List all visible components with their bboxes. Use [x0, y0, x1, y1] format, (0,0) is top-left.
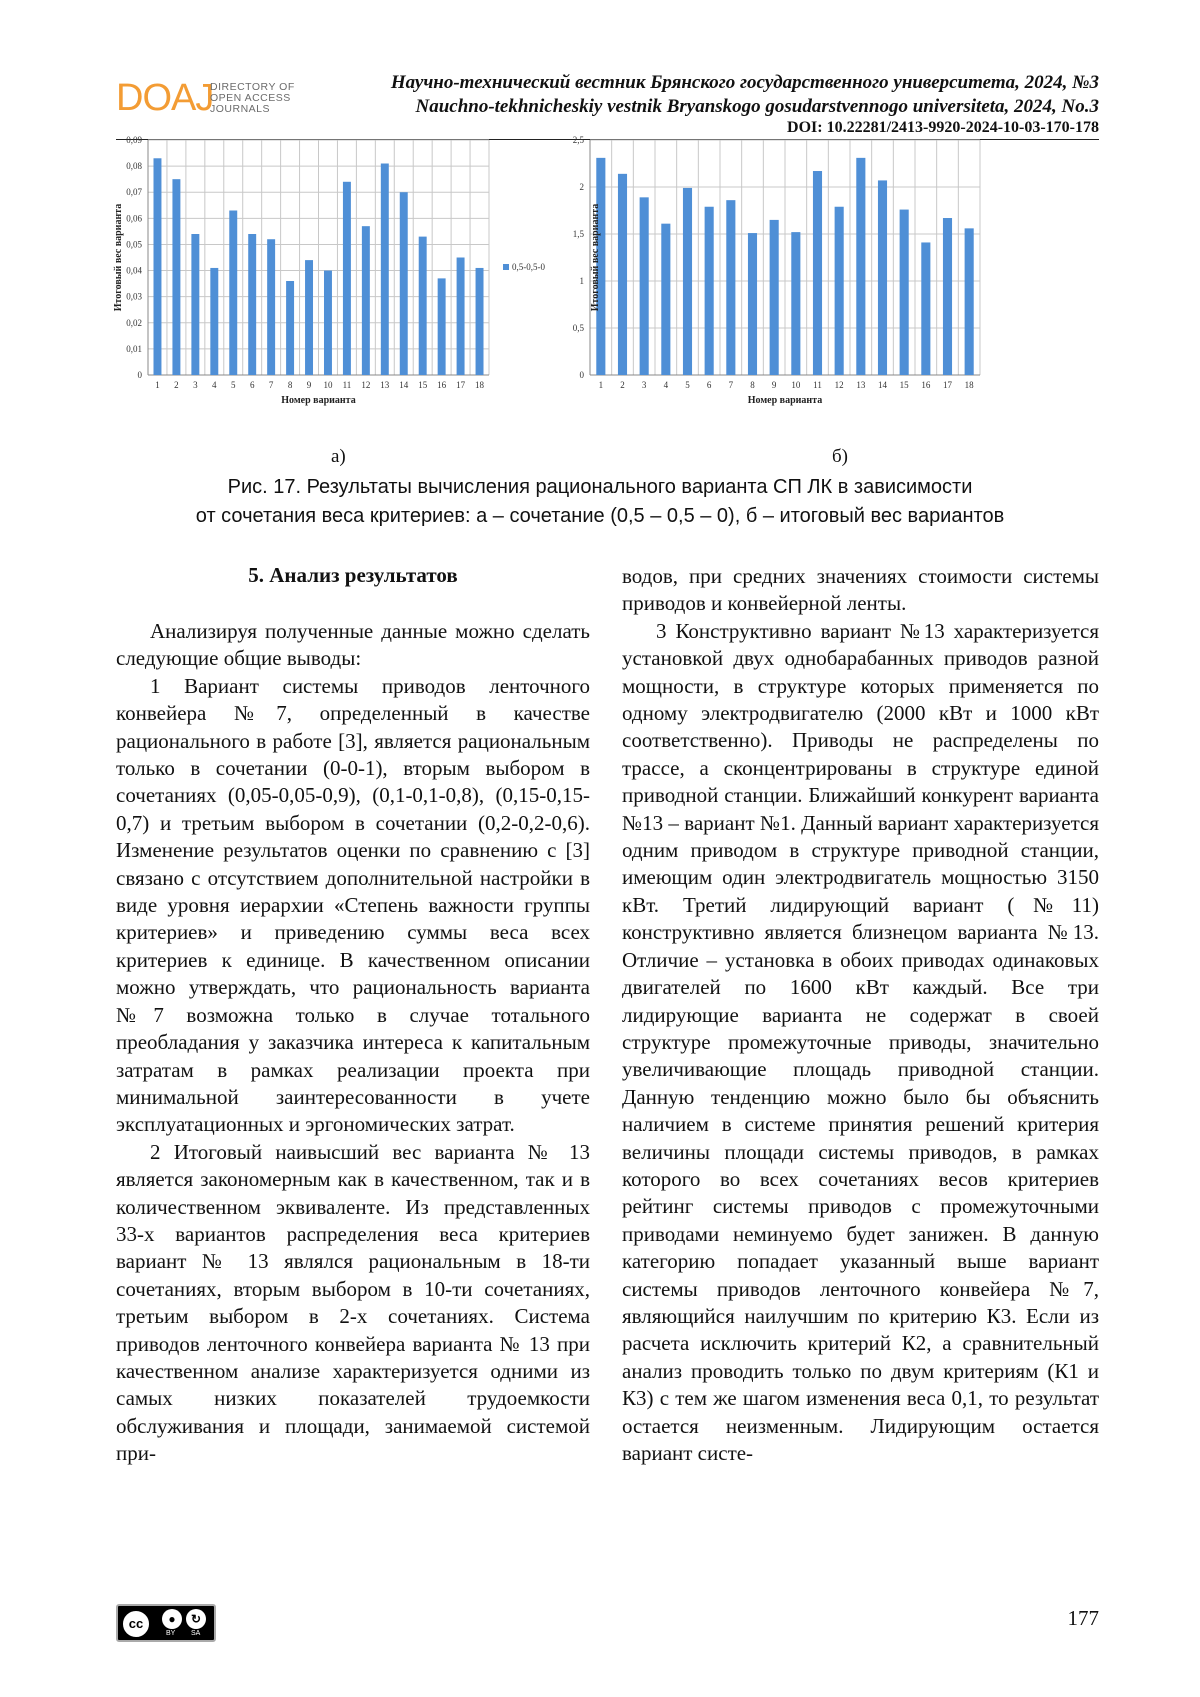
x-tick-label: 4: [663, 380, 669, 390]
bar: [210, 268, 218, 375]
x-tick-label: 1: [598, 380, 604, 390]
caption-line: Рис. 17. Результаты вычисления рационального варианта СП ЛК в зависимости: [227, 476, 973, 498]
sa-label: SA: [191, 1630, 201, 1637]
bar: [286, 281, 294, 375]
y-tick-label: 0,01: [126, 343, 142, 354]
bar: [965, 228, 974, 375]
right-column: [622, 563, 1099, 1467]
y-tick-label: 2: [579, 182, 584, 192]
paragraph: 3 Конструктивно вариант №13 характеризуется установкой двух однобарабанных приводов разной мощности, в структуре которых применяется по одному электродвигателю (2000 кВт и 1000 кВт соответственно). Приводы не распределены по трассе, а сконцентрированы в структуре единой приводной станции. Ближайший конкурент варианта №13 – вариант №1. Данный вариант характеризуется одним приводом в структуре приводной станции, имеющим один электродвигатель мощностью 3150 кВт. Третий лидирующий вариант (№11) конструктивно является близнецом варианта №13. Отличие – установка в обоих приводах одинаковых двигателей по 1600 кВт каждый. Все три лидирующие варианта не содержат в своей структуре промежуточные приводы, значительно увеличивающие площадь приводной станции. Данную тенденцию можно было бы объяснить наличием в системе принятия решений критерия величины площади системы приводов, в рамках которого во всех сочетаниях весов критериев рейтинг системы приводов с промежуточными приводами неминуемо будет занижен. В данную категорию попадает указанный выше вариант системы приводов ленточного конвейера №7, являющийся наилучшим по критерию К3. Если из расчета исключить критерий К2, а сравнительный анализ проводить только по двум критериям (К1 и К3) с тем же шагом изменения веса 0,1, то результат остается неизменным. Лидирующим остается вариант систе-: [622, 618, 1099, 1465]
legend-swatch: [503, 264, 509, 270]
bar: [324, 271, 332, 375]
bar: [640, 197, 649, 375]
by-person-icon: ●: [162, 1609, 182, 1629]
bar: [683, 188, 692, 375]
y-tick-label: 1: [579, 276, 584, 286]
x-tick-label: 10: [791, 380, 801, 390]
x-tick-label: 3: [641, 380, 647, 390]
x-tick-label: 18: [475, 380, 485, 390]
bar: [248, 234, 256, 375]
doaj-sub-line: DIRECTORY OF: [210, 81, 295, 93]
doaj-sub-line: OPEN ACCESS: [210, 92, 291, 104]
x-axis-label: Номер варианта: [281, 395, 356, 406]
x-tick-label: 14: [399, 380, 409, 390]
bar: [726, 200, 735, 375]
cc-icon: cc: [121, 1609, 151, 1639]
bar: [476, 268, 484, 375]
chart-a: [113, 135, 603, 450]
legend-label: 0,5-0,5-0: [512, 262, 545, 272]
x-tick-label: 2: [620, 380, 625, 390]
bar: [791, 232, 800, 375]
y-tick-label: 0,05: [126, 239, 142, 250]
sa-share-icon: ↻: [186, 1609, 206, 1629]
x-tick-label: 2: [174, 380, 179, 390]
x-tick-label: 9: [771, 380, 777, 390]
bar: [305, 260, 313, 375]
caption-line: от сочетания веса критериев: а – сочетание (0,5 – 0,5 – 0), б – итоговый вес вариантов: [195, 505, 1005, 527]
y-tick-label: 0,5: [572, 323, 584, 333]
bar: [943, 218, 952, 375]
y-axis-label: Итоговый вес варианта: [113, 203, 124, 312]
bar: [748, 233, 757, 375]
x-tick-label: 18: [964, 380, 974, 390]
bar: [438, 278, 446, 375]
x-tick-label: 16: [921, 380, 931, 390]
bar: [419, 237, 427, 375]
x-tick-label: 17: [943, 380, 952, 390]
bar: [267, 239, 275, 375]
left-column: [116, 618, 590, 1468]
x-tick-label: 5: [685, 380, 690, 390]
bar: [856, 158, 865, 375]
x-tick-label: 14: [878, 380, 887, 390]
bar: [900, 210, 909, 375]
y-tick-label: 0,06: [126, 213, 142, 224]
x-axis-label: Номер варианта: [747, 395, 823, 406]
y-axis-label: Итоговый вес варианта: [590, 203, 601, 312]
x-tick-label: 4: [212, 380, 217, 390]
x-tick-label: 15: [418, 380, 428, 390]
paragraph: 1 Вариант системы приводов ленточного конвейера №7, определенный в качестве рационального в работе [3], является рациональным только в сочетании (0-0-1), вторым выбором в сочетаниях (0,05-0,05-0,9), (0,1-0,1-0,8), (0,15-0,15-0,7) и третьим выбором в сочетании (0,2-0,2-0,6). Изменение результатов оценки по сравнению с [3] связано с отсутствием дополнительной настройки в виде уровня иерархии «Степень важности группы критериев» и приведению суммы веса всех критериев к единице. В качественном описании можно утверждать, что рациональность варианта №7 возможна только в случае тотального преобладания у заказчика интереса к капитальным затратам в рамках реализации проекта при минимальной заинтересованности в учете эксплуатационных и эргономических затрат.: [116, 673, 590, 1137]
y-tick-label: 0,03: [126, 291, 142, 302]
bar: [153, 158, 161, 375]
journal-title: [391, 71, 1099, 119]
x-tick-label: 13: [856, 380, 866, 390]
x-tick-label: 12: [834, 380, 844, 390]
y-tick-label: 0,07: [126, 187, 142, 198]
x-tick-label: 10: [323, 380, 333, 390]
x-tick-label: 15: [899, 380, 909, 390]
by-label: BY: [166, 1630, 176, 1637]
paragraph: водов, при средних значениях стоимости системы приводов и конвейерной ленты.: [622, 564, 1099, 616]
bar: [343, 182, 351, 375]
bar: [618, 174, 627, 375]
bar: [457, 258, 465, 376]
doaj-logo-word: DOAJ: [116, 77, 214, 119]
bar: [813, 171, 822, 375]
journal-title-en: Nauchno-tekhnicheskiy vestnik Bryanskogo gosudarstvennogo universiteta, 2024, No.3: [415, 96, 1099, 117]
doaj-sub-line: JOURNALS: [210, 103, 271, 115]
y-tick-label: 0: [579, 370, 584, 380]
x-tick-label: 6: [706, 380, 712, 390]
y-tick-label: 0,08: [126, 161, 142, 172]
figure-label-b: б): [832, 446, 848, 467]
bar: [921, 242, 930, 375]
x-tick-label: 8: [287, 380, 293, 390]
y-tick-label: 1,5: [572, 229, 584, 239]
x-tick-label: 12: [361, 380, 371, 390]
cc-license-badge[interactable]: [116, 1604, 216, 1642]
chart-b: [572, 135, 1100, 450]
x-tick-label: 17: [456, 380, 466, 390]
bar: [229, 211, 237, 376]
y-tick-label: 2,5: [572, 135, 584, 145]
bar: [381, 164, 389, 376]
figure-label-a: а): [331, 446, 346, 467]
paragraph: Анализируя полученные данные можно сделать следующие общие выводы:: [116, 619, 590, 671]
doi: DOI: 10.22281/2413-9920-2024-10-03-170-178: [787, 119, 1099, 136]
page-number: 177: [1067, 1606, 1099, 1630]
bar: [362, 226, 370, 375]
x-tick-label: 5: [231, 380, 236, 390]
x-tick-label: 3: [193, 380, 198, 390]
bar: [191, 234, 199, 375]
bar: [705, 207, 714, 375]
x-tick-label: 1: [155, 380, 160, 390]
bar: [661, 224, 670, 375]
bar: [878, 180, 887, 375]
x-tick-label: 11: [813, 380, 822, 390]
x-tick-label: 8: [750, 380, 755, 390]
bar: [770, 220, 779, 375]
journal-title-ru: Научно-технический вестник Брянского государственного университета, 2024, №3: [390, 72, 1099, 93]
bar: [400, 192, 408, 375]
x-tick-label: 16: [437, 380, 447, 390]
x-tick-label: 7: [728, 380, 734, 390]
paragraph: 2 Итоговый наивысший вес варианта № 13 является закономерным как в качественном, так и в количественном эквиваленте. Из представленных 33-х вариантов распределения веса критериев вариант № 13 являлся рациональным в 18-ти сочетаниях, вторым выбором в 10-ти сочетаниях, третьим выбором в 2-х сочетаниях. Система приводов ленточного конвейера варианта № 13 при качественном анализе характеризуется одними из самых низких показателей трудоемкости обслуживания и площади, занимаемой системой при-: [116, 1139, 590, 1466]
doaj-logo: [116, 78, 306, 120]
x-tick-label: 9: [306, 380, 312, 390]
figure-caption: [100, 473, 1100, 531]
y-tick-label: 0: [137, 370, 142, 380]
x-tick-label: 11: [342, 380, 352, 390]
y-tick-label: 0,02: [126, 317, 142, 328]
y-tick-label: 0,09: [126, 135, 142, 145]
bar: [172, 179, 180, 375]
section-title: 5. Анализ результатов: [248, 563, 458, 587]
x-tick-label: 6: [249, 380, 255, 390]
bar: [835, 207, 844, 375]
x-tick-label: 7: [268, 380, 274, 390]
doaj-logo-subtitle: [210, 82, 295, 115]
x-tick-label: 13: [380, 380, 390, 390]
y-tick-label: 0,04: [126, 265, 142, 276]
